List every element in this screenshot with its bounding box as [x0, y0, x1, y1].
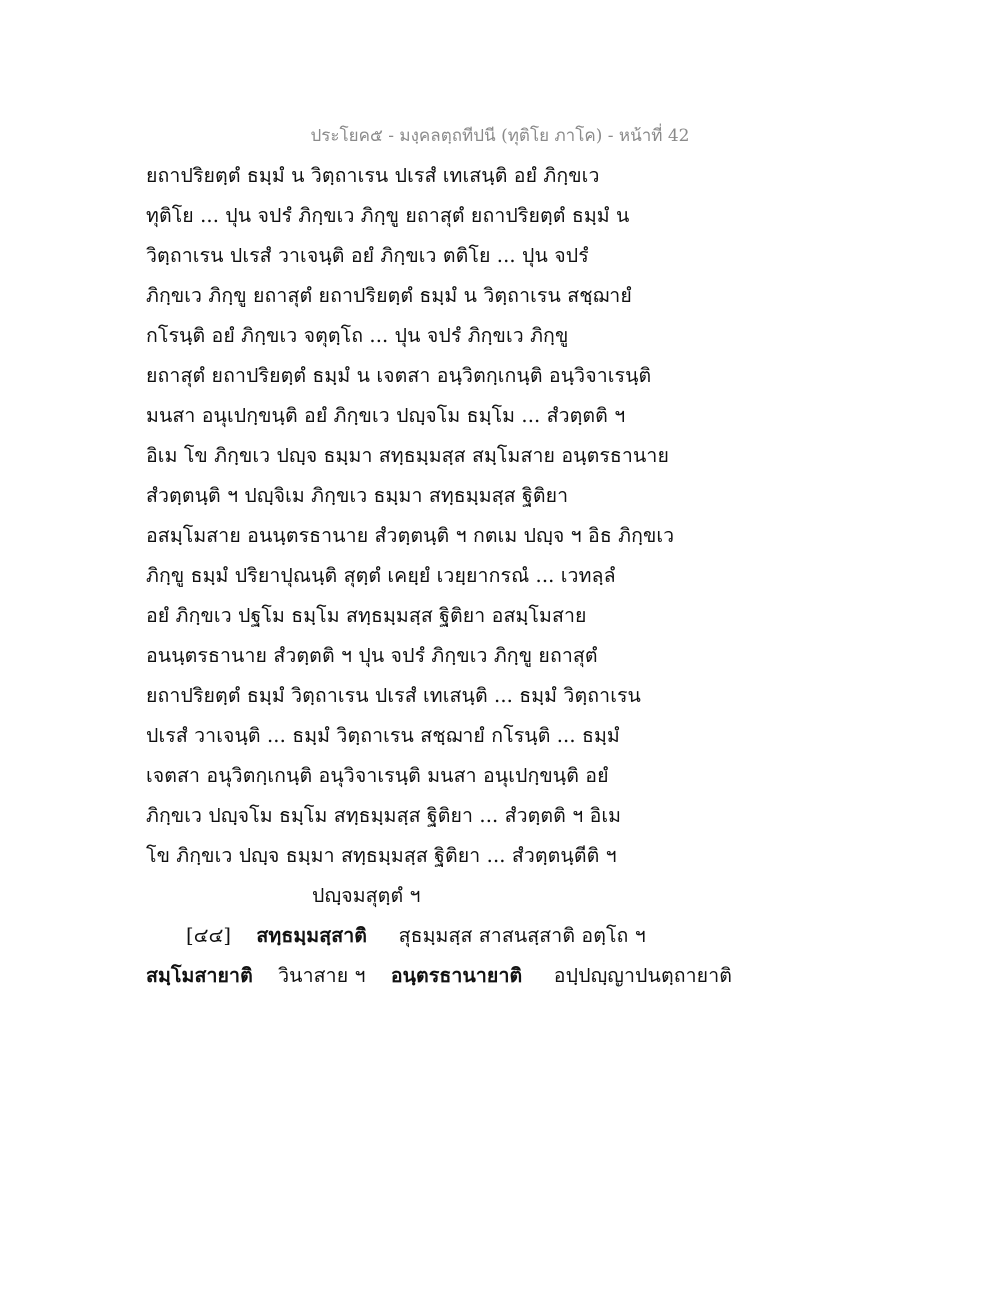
commentary-term: อนฺตรธานายาติ — [390, 964, 523, 987]
commentary-term: สทฺธมฺมสฺสาติ — [256, 924, 368, 947]
commentary-line — [146, 956, 733, 996]
text-line: อิเม โข ภิกฺขเว ปญฺจ ธมฺมา สทฺธมฺมสฺส สมฺโมสาย อนฺตรธานาย — [146, 444, 669, 467]
text-line: เจตสา อนุวิตกฺเกนฺติ อนุวิจาเรนฺติ มนสา อนุเปกฺขนฺติ อยํ — [146, 764, 609, 787]
text-line: ทุติโย ... ปุน จปรํ ภิกฺขเว ภิกฺขู ยถาสุตํ ยถาปริยตฺตํ ธมฺมํ น — [146, 204, 630, 227]
commentary-gloss: วินาสาย ฯ — [278, 964, 366, 987]
sutta-end-title: ปญฺจมสุตฺตํ ฯ — [312, 884, 421, 907]
commentary-term: สมฺโมสายาติ — [146, 964, 253, 987]
running-header: ประโยค๕ - มงฺคลตฺถทีปนี (ทุติโย ภาโค) - หน้าที่ 42 — [310, 126, 690, 146]
text-line: สํวตฺตนฺติ ฯ ปญฺจิเม ภิกฺขเว ธมฺมา สทฺธมฺมสฺส ฐิติยา — [146, 484, 569, 507]
text-line: อยํ ภิกฺขเว ปฐโม ธมฺโม สทฺธมฺมสฺส ฐิติยา อสมฺโมสาย — [146, 604, 587, 627]
commentary-gloss: อปฺปญฺญาปนตฺถายาติ — [553, 964, 733, 987]
text-line: ยถาปริยตฺตํ ธมฺมํ วิตฺถาเรน ปเรสํ เทเสนฺติ ... ธมฺมํ วิตฺถาเรน — [146, 684, 641, 707]
text-line: อนนฺตรธานาย สํวตฺตติ ฯ ปุน จปรํ ภิกฺขเว ภิกฺขู ยถาสุตํ — [146, 644, 598, 667]
text-line: มนสา อนุเปกฺขนฺติ อยํ ภิกฺขเว ปญฺจโม ธมฺโม ... สํวตฺตติ ฯ — [146, 404, 626, 427]
text-line: อสมฺโมสาย อนนฺตรธานาย สํวตฺตนฺติ ฯ กตเม ปญฺจ ฯ อิธ ภิกฺขเว — [146, 524, 675, 547]
text-line: ภิกฺขู ธมฺมํ ปริยาปุณนฺติ สุตฺตํ เคยฺยํ เวยฺยากรณํ ... เวทลฺลํ — [146, 564, 616, 587]
text-line: โข ภิกฺขเว ปญฺจ ธมฺมา สทฺธมฺมสฺส ฐิติยา ... สํวตฺตนฺตีติ ฯ — [146, 844, 617, 867]
body-text — [146, 156, 733, 996]
text-line: ยถาปริยตฺตํ ธมฺมํ น วิตฺถาเรน ปเรสํ เทเสนฺติ อยํ ภิกฺขเว — [146, 164, 600, 187]
text-line: วิตฺถาเรน ปเรสํ วาเจนฺติ อยํ ภิกฺขเว ตติโย ... ปุน จปรํ — [146, 244, 589, 267]
text-line: ภิกฺขเว ภิกฺขู ยถาสุตํ ยถาปริยตฺตํ ธมฺมํ น วิตฺถาเรน สชฺฌายํ — [146, 284, 632, 307]
commentary-gloss: สุธมฺมสฺส สาสนสฺสาติ อตฺโถ ฯ — [398, 924, 646, 947]
text-line: ปเรสํ วาเจนฺติ ... ธมฺมํ วิตฺถาเรน สชฺฌายํ กโรนฺติ ... ธมฺมํ — [146, 724, 620, 747]
text-line: กโรนฺติ อยํ ภิกฺขเว จตุตฺโถ ... ปุน จปรํ ภิกฺขเว ภิกฺขู — [146, 324, 569, 347]
commentary-line — [146, 916, 706, 956]
paragraph-number: [๔๔] — [186, 924, 232, 947]
text-line: ภิกฺขเว ปญฺจโม ธมฺโม สทฺธมฺมสฺส ฐิติยา ... สํวตฺตติ ฯ อิเม — [146, 804, 622, 827]
text-line: ยถาสุตํ ยถาปริยตฺตํ ธมฺมํ น เจตสา อนฺวิตกฺเกนฺติ อนฺวิจาเรนฺติ — [146, 364, 652, 387]
